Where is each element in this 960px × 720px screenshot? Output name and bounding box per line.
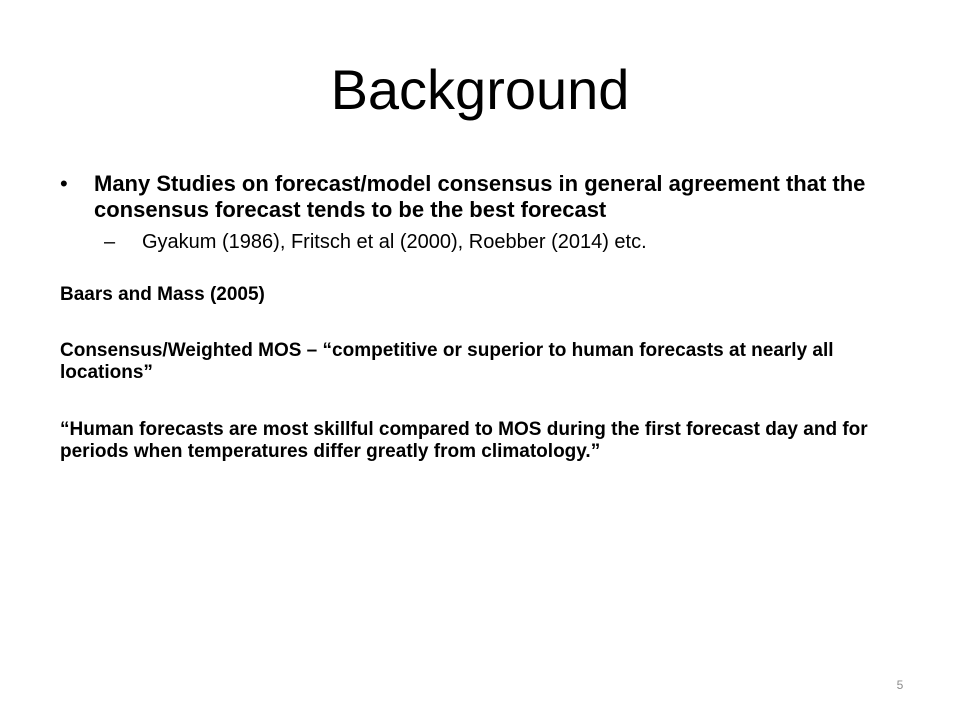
paragraph-consensus-mos: Consensus/Weighted MOS – “competitive or superior to human forecasts at nearly all locations”: [60, 340, 834, 383]
paragraph-human-forecasts-quote: “Human forecasts are most skillful compared to MOS during the first forecast day and for periods when temperatures differ greatly from climatology.”: [60, 419, 868, 462]
bullet-text: Many Studies on forecast/model consensus in general agreement that the consensus forecast tends to be the best forecast: [94, 171, 866, 222]
page-number: 5: [896, 678, 904, 692]
sub-bullet-marker: –: [104, 231, 116, 253]
slide-title: Background: [330, 58, 630, 121]
sub-bullet-text: Gyakum (1986), Fritsch et al (2000), Roebber (2014) etc.: [142, 231, 647, 253]
paragraph-baars-mass: Baars and Mass (2005): [60, 284, 265, 305]
bullet-marker: •: [60, 171, 68, 196]
